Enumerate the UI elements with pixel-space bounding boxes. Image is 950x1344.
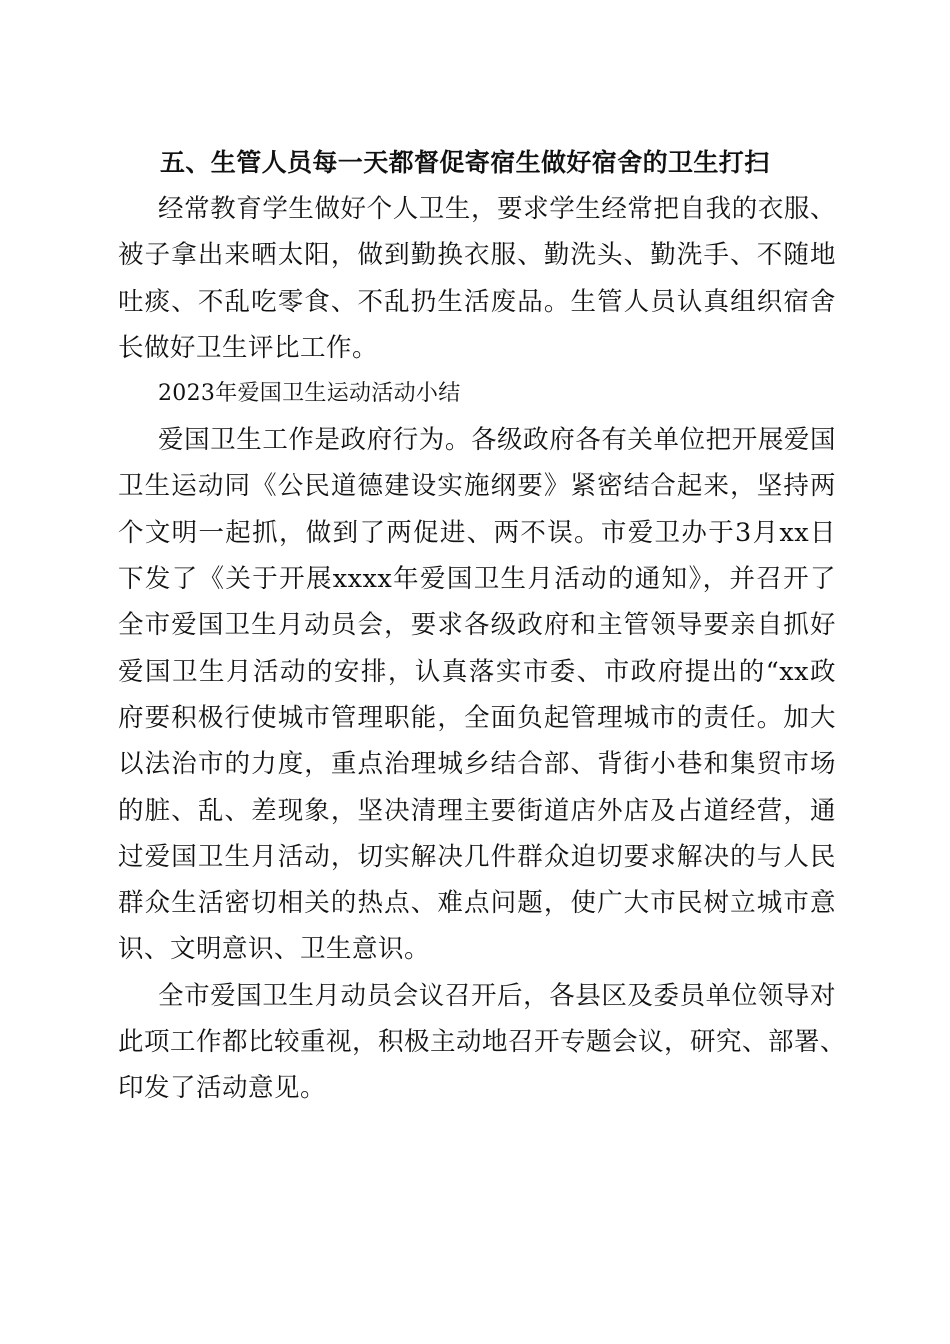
paragraph-line: 群众生活密切相关的热点、难点问题，使广大市民树立城市意	[118, 888, 836, 919]
summary-paragraph-2	[118, 973, 847, 1112]
paragraph-line: 以法治市的力度，重点治理城乡结合部、背街小巷和集贸市场	[118, 749, 836, 780]
paragraph-line: 长做好卫生评比工作。	[118, 332, 379, 363]
paragraph-line: 爱国卫生月活动的安排，认真落实市委、市政府提出的“xx政	[118, 656, 836, 687]
paragraph-line: 过爱国卫生月活动，切实解决几件群众迫切要求解决的与人民	[118, 841, 836, 872]
paragraph-line: 府要积极行使城市管理职能，全面负起管理城市的责任。加大	[118, 702, 836, 733]
paragraph-line: 爱国卫生工作是政府行为。各级政府各有关单位把开展爱国	[158, 425, 836, 456]
paragraph-line: 识、文明意识、卫生意识。	[118, 934, 431, 965]
paragraph-line: 下发了《关于开展xxxx年爱国卫生月活动的通知》，并召开了	[118, 564, 836, 595]
paragraph-line: 的脏、乱、差现象，坚决清理主要街道店外店及占道经营，通	[118, 795, 836, 826]
paragraph-line: 吐痰、不乱吃零食、不乱扔生活废品。生管人员认真组织宿舍	[118, 286, 836, 317]
paragraph-line: 卫生运动同《公民道德建设实施纲要》紧密结合起来，坚持两	[118, 471, 836, 502]
document-body	[118, 140, 847, 1112]
paragraph-line: 经常教育学生做好个人卫生，要求学生经常把自我的衣服、	[158, 194, 836, 224]
summary-paragraph-1	[118, 417, 836, 973]
paragraph-line: 全市爱国卫生月动员会议召开后，各县区及委员单位领导对	[158, 980, 836, 1011]
paragraph-line: 被子拿出来晒太阳，做到勤换衣服、勤洗头、勤洗手、不随地	[118, 240, 836, 271]
summary-title: 2023年爱国卫生运动活动小结	[158, 381, 461, 407]
paragraph-line: 此项工作都比较重视，积极主动地召开专题会议，研究、部署、	[118, 1027, 847, 1058]
paragraph-line: 个文明一起抓，做到了两促进、两不误。市爱卫办于3月xx日	[118, 517, 836, 548]
section-paragraph	[118, 186, 836, 371]
paragraph-line: 印发了活动意见。	[118, 1073, 327, 1104]
section-heading: 五、生管人员每一天都督促寄宿生做好宿舍的卫生打扫	[160, 148, 770, 177]
paragraph-line: 全市爱国卫生月动员会，要求各级政府和主管领导要亲自抓好	[118, 610, 836, 641]
